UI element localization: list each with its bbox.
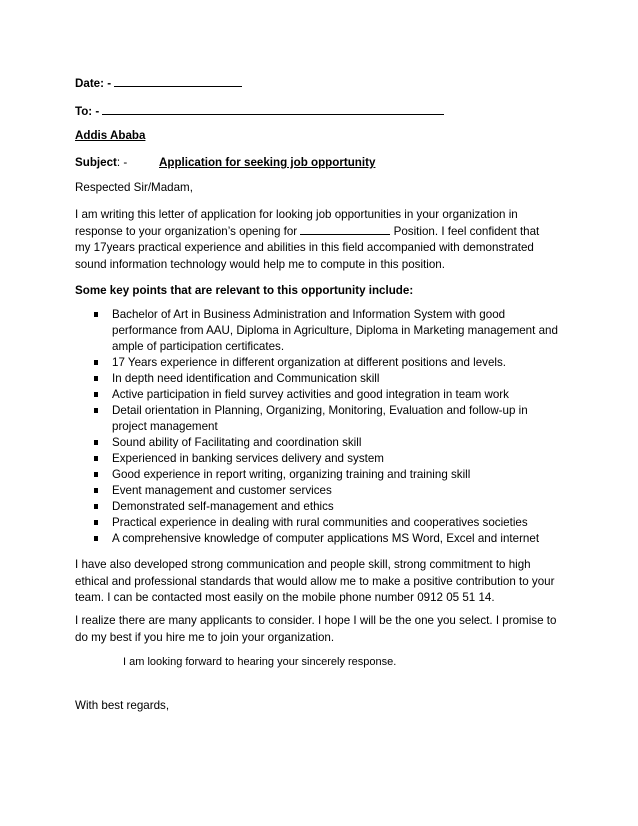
position-blank	[300, 224, 390, 235]
list-item-text: Detail orientation in Planning, Organizing, Monitoring, Evaluation and follow-up in project management	[112, 404, 528, 433]
bullet-marker	[94, 536, 98, 541]
bullet-marker	[94, 520, 98, 525]
list-item-text: Event management and customer services	[112, 484, 332, 497]
intro-part2: Position. I feel confident that my 17years practical experience and abilities in this field accompanied with demonstrated sound information technology would help me to compute in this position.	[75, 224, 540, 271]
bullet-marker	[94, 488, 98, 493]
list-item	[92, 403, 562, 435]
subject-line	[75, 156, 127, 169]
subject-label: Subject	[75, 156, 117, 169]
subject-separator: : -	[116, 156, 128, 169]
list-item	[92, 451, 562, 467]
contact-paragraph: I have also developed strong communication and people skill, strong commitment to high ethical and professional standards that would allow me to make a positive contribution to your team. I can be contacted most easily on the mobile phone number 0912 05 51 14.	[75, 558, 555, 604]
salutation: Respected Sir/Madam,	[75, 181, 193, 194]
date-blank	[114, 76, 242, 87]
key-points-heading: Some key points that are relevant to this opportunity include:	[75, 284, 414, 297]
list-item-text: In depth need identification and Communication skill	[112, 372, 380, 385]
list-item	[92, 371, 562, 387]
to-line	[75, 104, 444, 118]
bullet-marker	[94, 376, 98, 381]
list-item-text: Experienced in banking services delivery and system	[112, 452, 384, 465]
bullet-marker	[94, 312, 98, 317]
closing-line: I am looking forward to hearing your sincerely response.	[123, 656, 397, 668]
list-item	[92, 483, 562, 499]
bullet-marker	[94, 360, 98, 365]
subject-text: Application for seeking job opportunity	[159, 156, 376, 169]
list-item	[92, 531, 562, 547]
list-item	[92, 355, 562, 371]
bullet-marker	[94, 392, 98, 397]
bullet-marker	[94, 472, 98, 477]
list-item	[92, 307, 562, 355]
key-points-list	[92, 307, 562, 547]
list-item-text: Active participation in field survey activities and good integration in team work	[112, 388, 509, 401]
city: Addis Ababa	[75, 129, 146, 142]
date-line	[75, 76, 242, 90]
list-item-text: Demonstrated self-management and ethics	[112, 500, 334, 513]
intro-paragraph	[75, 207, 557, 273]
list-item	[92, 387, 562, 403]
bullet-marker	[94, 408, 98, 413]
closing-paragraph: I realize there are many applicants to consider. I hope I will be the one you select. I promise to do my best if you hire me to join your organization.	[75, 614, 557, 644]
list-item	[92, 435, 562, 451]
list-item-text: Bachelor of Art in Business Administration and Information System with good performance from AAU, Diploma in Agriculture, Diploma in Marketing management and ample of participation certificates.	[112, 308, 558, 353]
bullet-marker	[94, 504, 98, 509]
list-item	[92, 467, 562, 483]
list-item	[92, 499, 562, 515]
list-item-text: Practical experience in dealing with rural communities and cooperatives societies	[112, 516, 528, 529]
to-label: To: -	[75, 105, 100, 118]
list-item-text: 17 Years experience in different organization at different positions and levels.	[112, 356, 507, 369]
list-item-text: Sound ability of Facilitating and coordination skill	[112, 436, 362, 449]
date-label: Date: -	[75, 77, 112, 90]
sign-off: With best regards,	[75, 699, 170, 712]
list-item	[92, 515, 562, 531]
list-item-text: A comprehensive knowledge of computer applications MS Word, Excel and internet	[112, 532, 540, 545]
list-item-text: Good experience in report writing, organizing training and training skill	[112, 468, 471, 481]
intro-part1: I am writing this letter of application for looking job opportunities in your organization in response to your organization’s opening for	[75, 208, 518, 238]
bullet-marker	[94, 456, 98, 461]
bullet-marker	[94, 440, 98, 445]
to-blank	[102, 104, 444, 115]
